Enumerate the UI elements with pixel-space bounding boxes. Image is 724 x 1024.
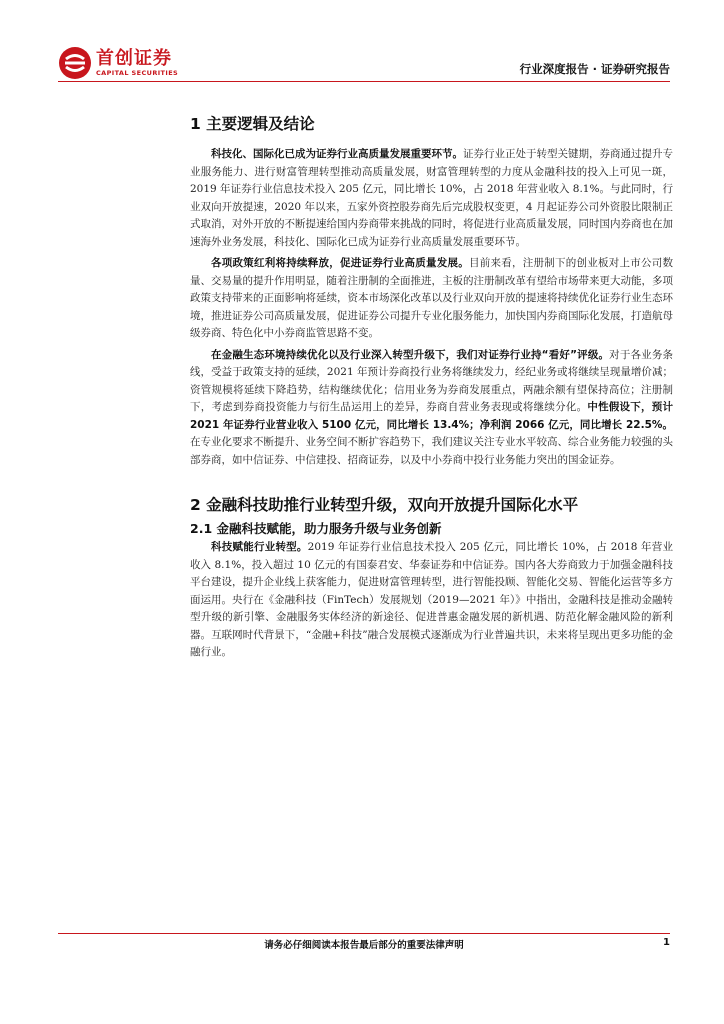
footer-divider (58, 933, 670, 934)
section-2-1-heading: 2.1 金融科技赋能，助力服务升级与业务创新 (190, 521, 442, 536)
section-1-paragraph-2 (190, 255, 673, 343)
paragraph-text: 在专业化要求不断提升、业务空间不断扩容趋势下，我们建议关注专业水平较高、综合业务能力较强的头部券商，如中信证券、中信建投、招商证券，以及中小券商中投行业务能力突出的国金证券。 (190, 436, 673, 466)
paragraph-lead: 科技化、国际化已成为证券行业高质量发展重要环节。 (211, 148, 463, 160)
section-1-heading: 1 主要逻辑及结论 (190, 115, 315, 133)
paragraph-lead: 在金融生态环境持续优化以及行业深入转型升级下，我们对证券行业持“看好”评级。 (211, 348, 610, 361)
paragraph-text: 证券行业正处于转型关键期，券商通过提升专业服务能力、进行财富管理转型推动高质量发展，财富管理转型的力度从金融科技的投入上可见一斑，2019 年证券行业信息技术投入 205 亿元，同比增长 10%，占 2018 年营业收入 8.1%。与此同时，行业双向开放提速，2020 年以来，五家外资控股券商先后完成股权变更，4 月起证券公司外资股比限制正式取消，对外开放的不断提速给国内券商带来挑战的同时，将促进行业高质量发展，同时国内券商也在加速海外业务发展，科技化、国际化已成为证券行业高质量发展重要环节。 (190, 148, 673, 248)
section-2-heading: 2 金融科技助推行业转型升级，双向开放提升国际化水平 (190, 496, 579, 514)
logo-chinese-name: 首创证券 (96, 47, 172, 69)
paragraph-text: 目前来看，注册制下的创业板对上市公司数量、交易量的提升作用明显，随着注册制的全面推进，主板的注册制改革有望给市场带来更大动能，多项政策支持带来的正面影响将延续，资本市场深化改革以及行业双向开放的提速将持续优化证券行业生态环境，推进证券公司高质量发展，促进证券公司提升专业化服务能力，加快国内券商国际化发展，打造航母级券商、特色化中小券商监管思路不变。 (190, 257, 673, 339)
paragraph-lead: 科技赋能行业转型。 (211, 541, 308, 553)
paragraph-text: 对于各业务条线，受益于政策支持的延续，2021 年预计券商投行业务将继续发力，经纪业务或将继续呈现量增价减；资管规模将延续下降趋势，结构继续优化；信用业务为券商发展重点，两融余额有望保持高位；注册制下，考虑到券商投资能力与衍生品运用上的差异，券商自营业务表现或将继续分化。 (190, 348, 673, 413)
paragraph-lead: 各项政策红利将持续释放，促进证券行业高质量发展。 (211, 257, 469, 269)
company-logo (58, 46, 178, 80)
section-1-paragraph-3 (190, 347, 673, 470)
logo-english-name: CAPITAL SECURITIES (96, 68, 179, 77)
report-body (190, 112, 673, 662)
section-1-paragraph-1 (190, 146, 673, 251)
page-number: 1 (663, 937, 670, 948)
capital-securities-logo-icon (58, 46, 92, 80)
report-type-label: 行业深度报告 · 证券研究报告 (519, 62, 670, 76)
section-2-1-paragraph-1 (190, 539, 673, 662)
page-header (58, 46, 670, 82)
forecast-highlight: 中性假设下，预计 2021 年证券行业营业收入 5100 亿元，同比增长 13.4%；净利润 2066 亿元，同比增长 22.5%。 (190, 401, 673, 431)
legal-disclaimer-note: 请务必仔细阅读本报告最后部分的重要法律声明 (264, 940, 464, 951)
paragraph-text: 2019 年证券行业信息技术投入 205 亿元，同比增长 10%，占 2018 年营业收入 8.1%，投入超过 10 亿元的有国泰君安、华泰证券和中信证券。国内各大券商致力于加强金融科技平台建设，提升企业线上获客能力，促进财富管理转型，进行智能投顾、智能化交易、智能化运营等多方面运用。央行在《金融科技（FinTech）发展规划（2019—2021 年）》中指出，金融科技是推动金融转型升级的新引擎、金融服务实体经济的新途径、促进普惠金融发展的新机遇、防范化解金融风险的新利器。互联网时代背景下，“金融+科技”融合发展模式逐渐成为行业普遍共识，未来将呈现出更多功能的金融行业。 (190, 541, 673, 658)
header-divider (58, 81, 670, 82)
